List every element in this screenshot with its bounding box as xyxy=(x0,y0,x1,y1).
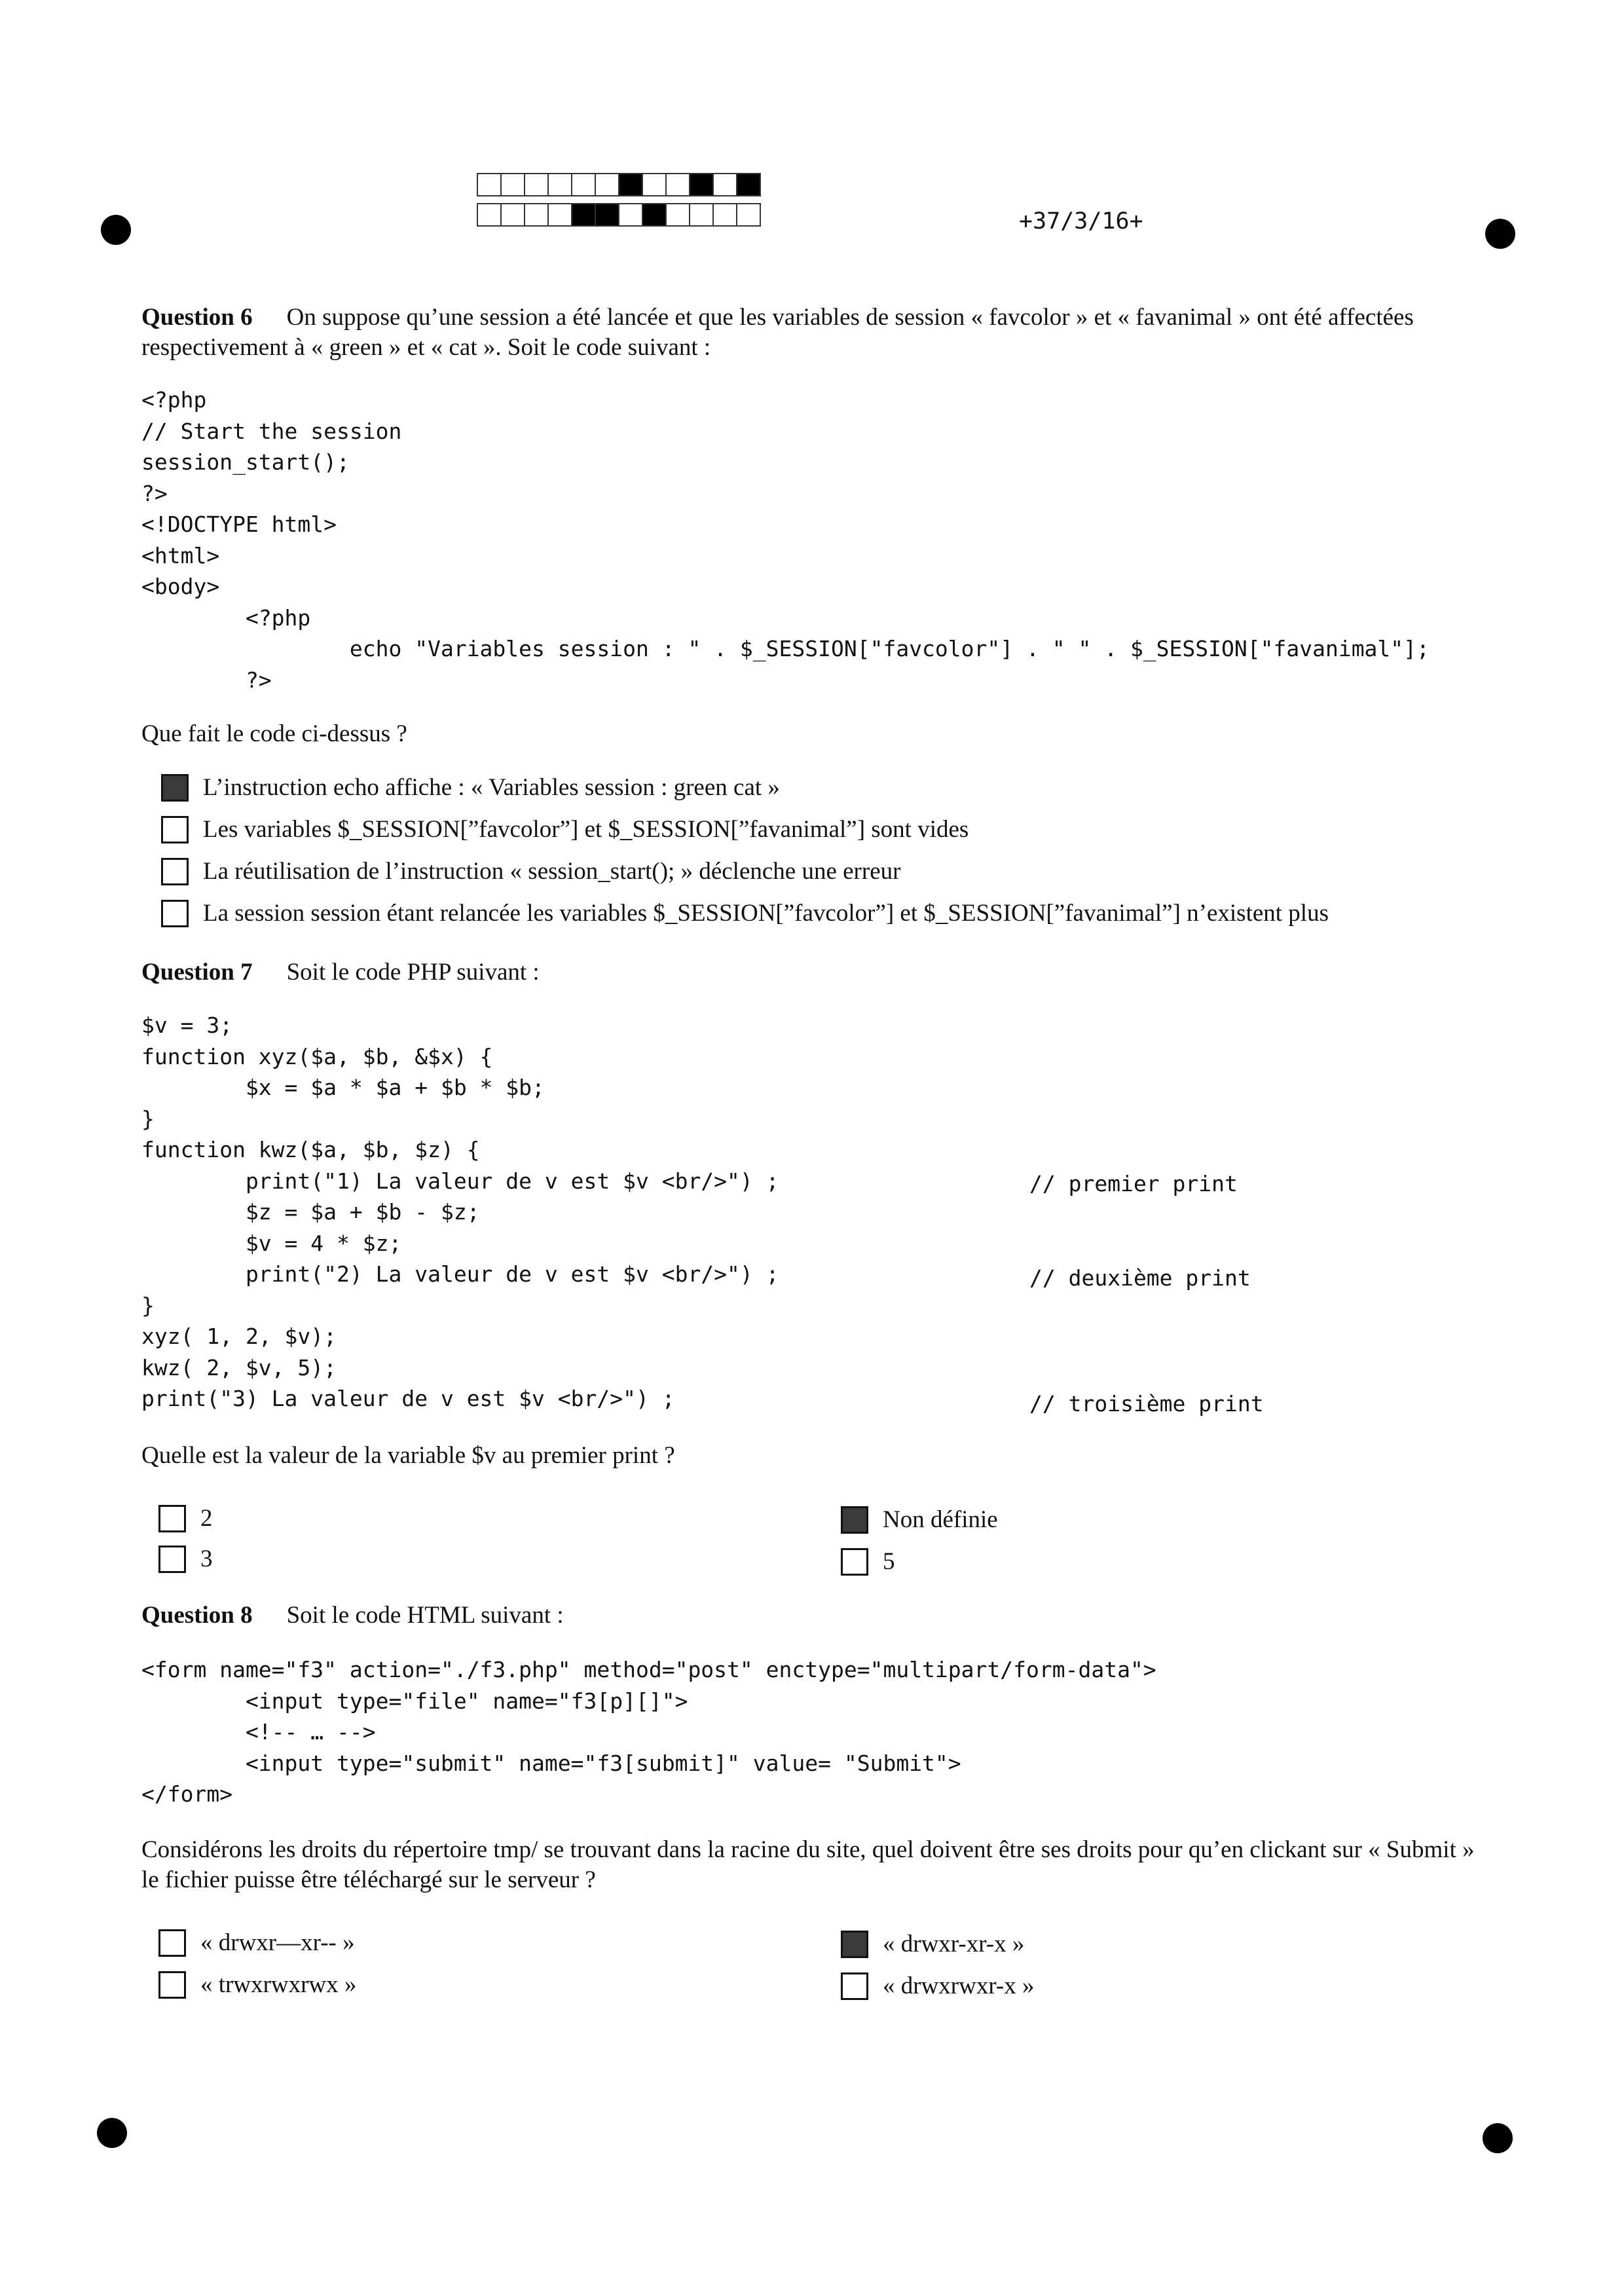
code-block-q6 xyxy=(141,384,1430,695)
checkbox[interactable] xyxy=(841,1548,868,1576)
code-line: <html> xyxy=(141,542,220,568)
code-line: </form> xyxy=(141,1781,233,1807)
checkbox[interactable] xyxy=(841,1972,868,2000)
answer-label: « drwxrwxr-x » xyxy=(883,1972,1035,1999)
checkbox[interactable] xyxy=(161,816,189,843)
registration-dot-top-right xyxy=(1485,219,1515,249)
code-line: session_start(); xyxy=(141,449,350,475)
code-line: $x = $a * $a + $b * $b; xyxy=(141,1075,545,1100)
code-line: ?> xyxy=(141,667,272,693)
answer-q8-a[interactable] xyxy=(158,1928,355,1958)
answer-q8-d[interactable] xyxy=(841,1971,1035,2001)
question-prompt-q6: Que fait le code ci-dessus ? xyxy=(141,720,407,747)
code-line: function kwz($a, $b, $z) { xyxy=(141,1137,480,1162)
checkbox-checked[interactable] xyxy=(841,1506,868,1534)
checkbox-checked[interactable] xyxy=(161,774,189,802)
question-label: Question 8 xyxy=(141,1602,253,1629)
answer-label: Les variables $_SESSION[”favcolor”] et $_SESSION[”favanimal”] sont vides xyxy=(203,816,969,843)
code-line: <!-- … --> xyxy=(141,1719,376,1745)
checkbox[interactable] xyxy=(161,900,189,927)
question-prompt-q7: Quelle est la valeur de la variable $v au premier print ? xyxy=(141,1442,675,1469)
code-line: <form name="f3" action="./f3.php" method="post" enctype="multipart/form-data"> xyxy=(141,1657,1156,1682)
answer-label: 5 xyxy=(883,1548,895,1575)
question-6 xyxy=(141,303,1484,363)
code-line: ?> xyxy=(141,480,168,506)
code-line: <body> xyxy=(141,574,220,599)
code-line: } xyxy=(141,1292,155,1318)
answer-q7-c[interactable] xyxy=(841,1505,998,1535)
code-line: kwz( 2, $v, 5); xyxy=(141,1354,337,1380)
question-label: Question 7 xyxy=(141,959,253,986)
answer-label: 3 xyxy=(200,1546,213,1572)
registration-dot-bottom-left xyxy=(97,2118,127,2148)
code-line: // Start the session xyxy=(141,418,402,444)
answer-label: « drwxr-xr-x » xyxy=(883,1931,1025,1957)
answer-label: Non définie xyxy=(883,1506,998,1533)
question-text: On suppose qu’une session a été lancée et que les variables de session « favcolor » et « favanimal » ont été affectées respectivement à « green » et « cat ». Soit le code suivant : xyxy=(141,304,1414,361)
code-line: <?php xyxy=(141,604,311,631)
question-text: Soit le code HTML suivant : xyxy=(286,1602,564,1629)
answer-label: La réutilisation de l’instruction « session_start(); » déclenche une erreur xyxy=(203,858,901,885)
barcode-row-1 xyxy=(477,173,760,196)
code-line: print("2) La valeur de v est $v <br/>") ; xyxy=(141,1261,779,1287)
barcode-row-2 xyxy=(477,203,760,227)
code-line: <input type="file" name="f3[p][]"> xyxy=(141,1688,688,1714)
checkbox[interactable] xyxy=(158,1546,186,1573)
checkbox[interactable] xyxy=(158,1505,186,1532)
code-line: echo "Variables session : " . $_SESSION["favcolor"] . " " . $_SESSION["favanimal"]; xyxy=(141,636,1430,661)
answer-q6-d[interactable] xyxy=(161,898,1329,929)
code-block-q7 xyxy=(141,1010,779,1415)
answer-q6-b[interactable] xyxy=(161,815,969,845)
code-comment: // troisième print xyxy=(1029,1391,1264,1416)
question-prompt-q8: Considérons les droits du répertoire tmp/ se trouvant dans la racine du site, quel doivent être ses droits pour qu’en clickant sur « Submit » le fichier puisse être téléchargé sur le serveur ? xyxy=(141,1836,1475,1893)
code-line: $z = $a + $b - $z; xyxy=(141,1199,480,1225)
question-7 xyxy=(141,957,1484,988)
registration-dot-bottom-right xyxy=(1483,2123,1513,2153)
checkbox[interactable] xyxy=(158,1929,186,1957)
answer-q6-c[interactable] xyxy=(161,857,900,887)
answer-label: 2 xyxy=(200,1505,213,1532)
checkbox[interactable] xyxy=(161,858,189,885)
code-line: print("3) La valeur de v est $v <br/>") ; xyxy=(141,1386,675,1411)
answer-label: « drwxr—xr-- » xyxy=(200,1929,355,1956)
code-line: $v = 4 * $z; xyxy=(141,1230,402,1256)
answer-q7-a[interactable] xyxy=(158,1504,213,1534)
checkbox[interactable] xyxy=(158,1971,186,1999)
code-line: $v = 3; xyxy=(141,1012,233,1038)
code-line: <?php xyxy=(141,387,207,413)
code-line: <!DOCTYPE html> xyxy=(141,511,337,537)
code-line: } xyxy=(141,1105,155,1132)
code-line: function xyz($a, $b, &$x) { xyxy=(141,1043,493,1069)
answer-q7-d[interactable] xyxy=(841,1547,895,1577)
answer-q8-b[interactable] xyxy=(158,1970,356,2000)
code-comment: // deuxième print xyxy=(1029,1265,1251,1291)
question-8 xyxy=(141,1601,1484,1631)
answer-q7-b[interactable] xyxy=(158,1544,213,1574)
answer-label: La session session étant relancée les variables $_SESSION[”favcolor”] et $_SESSION[”favanimal”] n’existent plus xyxy=(203,900,1329,927)
registration-dot-top-left xyxy=(101,215,131,245)
code-block-q8 xyxy=(141,1654,1156,1810)
answer-q8-c[interactable] xyxy=(841,1929,1024,1959)
code-line: xyz( 1, 2, $v); xyxy=(141,1324,337,1349)
answer-q6-a[interactable] xyxy=(161,773,780,803)
page-id: +37/3/16+ xyxy=(1019,208,1143,234)
question-label: Question 6 xyxy=(141,304,253,331)
checkbox-checked[interactable] xyxy=(841,1931,868,1958)
code-line: <input type="submit" name="f3[submit]" value= "Submit"> xyxy=(141,1750,961,1776)
answer-label: « trwxrwxrwx » xyxy=(200,1971,357,1998)
code-comment: // premier print xyxy=(1029,1171,1238,1196)
answer-label: L’instruction echo affiche : « Variables session : green cat » xyxy=(203,774,780,801)
question-text: Soit le code PHP suivant : xyxy=(286,959,540,986)
code-line: print("1) La valeur de v est $v <br/>") ; xyxy=(141,1168,779,1194)
